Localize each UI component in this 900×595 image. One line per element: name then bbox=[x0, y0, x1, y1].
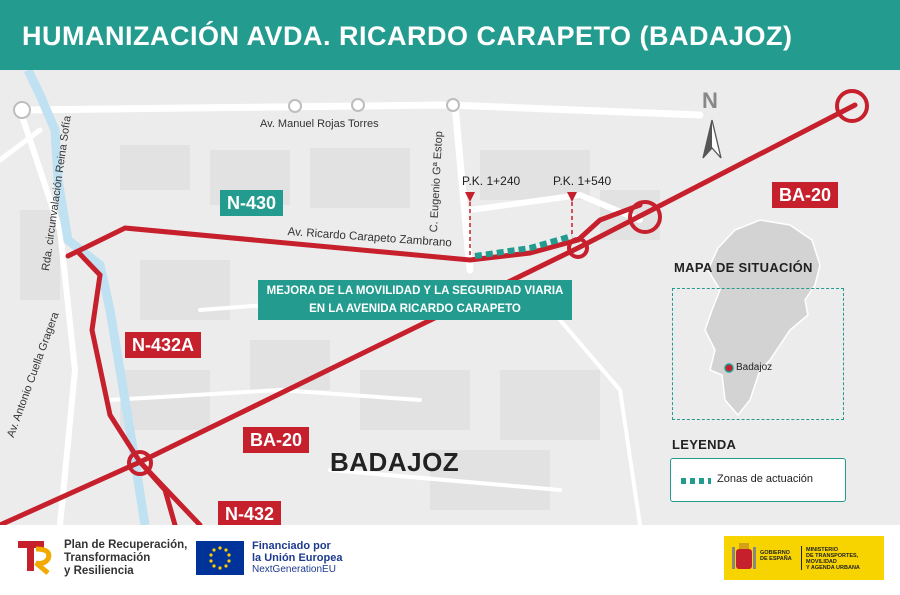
situacion-frame bbox=[672, 288, 844, 420]
road-badge-ba20-mid: BA-20 bbox=[243, 427, 309, 453]
street-label-eugenio-estop: C. Eugenio Gª Estop bbox=[428, 130, 446, 233]
city-label: BADAJOZ bbox=[330, 447, 460, 477]
street-label-ronda: Rda. circunvalación Reina Sofía bbox=[40, 114, 74, 272]
eu-stars-icon bbox=[196, 541, 244, 575]
prtr-line-3: y Resiliencia bbox=[64, 565, 134, 577]
leyenda-box bbox=[670, 458, 846, 502]
eu-text bbox=[252, 540, 342, 576]
road-badge-n432: N-432 bbox=[218, 501, 281, 525]
badajoz-marker-label: Badajoz bbox=[736, 362, 773, 373]
gobierno-line-2: DE ESPAÑA bbox=[760, 556, 792, 562]
pk-start-label: P.K. 1+240 bbox=[462, 174, 521, 188]
intervention-zone-swatch-icon bbox=[681, 475, 711, 487]
north-label: N bbox=[702, 88, 718, 113]
ministerio-line-2: DE TRANSPORTES, MOVILIDAD bbox=[806, 553, 859, 565]
prtr-text bbox=[64, 539, 187, 578]
road-badge-ba20-top: BA-20 bbox=[772, 182, 838, 208]
eu-flag-icon bbox=[196, 541, 244, 575]
eu-next-gen: NextGenerationEU bbox=[252, 564, 336, 575]
leyenda-title: LEYENDA bbox=[672, 437, 737, 452]
ministerio-text bbox=[806, 547, 884, 571]
prtr-line-1: Plan de Recuperación, bbox=[64, 539, 188, 551]
street-label-antonio-cuella: Av. Antonio Cuella Gragera bbox=[5, 310, 62, 440]
prtr-logo-icon bbox=[18, 539, 58, 575]
project-callout: MEJORA DE LA MOVILIDAD Y LA SEGURIDAD VIARIA EN LA AVENIDA RICARDO CARAPETO bbox=[258, 280, 572, 320]
leyenda-item-label: Zonas de actuación bbox=[717, 473, 814, 485]
gobierno-line-1: GOBIERNO bbox=[760, 550, 790, 556]
road-badge-n430: N-430 bbox=[220, 190, 283, 216]
pk-end-label: P.K. 1+540 bbox=[553, 174, 612, 188]
gobierno-logo bbox=[724, 536, 884, 580]
coat-of-arms-icon bbox=[732, 543, 756, 573]
ministerio-line-3: Y AGENDA URBANA bbox=[806, 565, 860, 571]
map-area bbox=[0, 70, 900, 525]
north-arrow-icon bbox=[703, 120, 721, 158]
gobierno-divider bbox=[801, 546, 802, 570]
street-label-ricardo-carapeto: Av. Ricardo Carapeto Zambrano bbox=[287, 226, 453, 250]
situacion-title: MAPA DE SITUACIÓN bbox=[674, 260, 813, 275]
page-title: HUMANIZACIÓN AVDA. RICARDO CARAPETO (BADAJOZ) bbox=[22, 21, 793, 51]
eu-line-1: Financiado por bbox=[252, 540, 331, 552]
gobierno-text bbox=[760, 550, 792, 562]
footer bbox=[0, 525, 900, 595]
street-label-manuel-rojas: Av. Manuel Rojas Torres bbox=[260, 118, 379, 130]
road-badge-n432a: N-432A bbox=[125, 332, 201, 358]
header-banner bbox=[0, 0, 900, 70]
prtr-line-2: Transformación bbox=[64, 552, 151, 564]
eu-line-2: la Unión Europea bbox=[252, 552, 343, 564]
ministerio-line-1: MINISTERIO bbox=[806, 547, 839, 553]
